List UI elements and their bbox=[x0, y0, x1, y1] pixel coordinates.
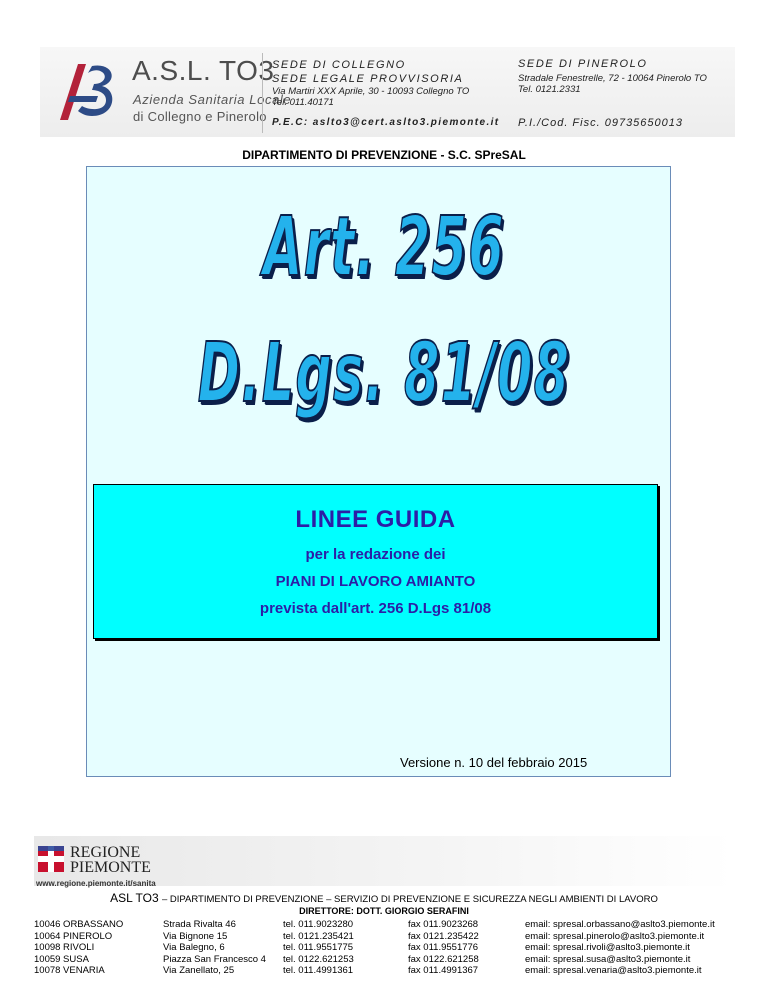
office-fax: fax 011.4991367 bbox=[408, 965, 479, 977]
office-city: 10078 VENARIA bbox=[34, 965, 105, 977]
director-line: DIRETTORE: DOTT. GIORGIO SERAFINI bbox=[299, 906, 469, 916]
offices-tel-column bbox=[283, 919, 354, 977]
regione-url[interactable]: www.regione.piemonte.it/sanita bbox=[36, 879, 156, 888]
office-street: Via Bignone 15 bbox=[163, 930, 228, 942]
office-email[interactable]: email: spresal.susa@aslto3.piemonte.it bbox=[525, 953, 691, 965]
office-city: 10059 SUSA bbox=[34, 953, 89, 965]
collegno-title: SEDE DI COLLEGNO SEDE LEGALE PROVVISORIA bbox=[272, 59, 464, 85]
office-city: 10098 RIVOLI bbox=[34, 942, 95, 954]
office-city: 10064 PINEROLO bbox=[34, 930, 113, 942]
office-fax: fax 0122.621258 bbox=[408, 953, 479, 965]
offices-fax-column bbox=[408, 919, 479, 977]
footer-service-line: ASL TO3 – DIPARTIMENTO DI PREVENZIONE – SERVIZIO DI PREVENZIONE E SICUREZZA NEGLI AMBIENTI DI LAVORO bbox=[110, 891, 658, 905]
guidelines-line-2: PIANI DI LAVORO AMIANTO bbox=[275, 573, 476, 590]
guidelines-line-3: prevista dall'art. 256 D.Lgs 81/08 bbox=[259, 600, 492, 617]
offices-city-column bbox=[34, 919, 123, 977]
office-email[interactable]: email: spresal.pinerolo@aslto3.piemonte.it bbox=[525, 930, 705, 942]
fiscal-code: P.I./Cod. Fisc. 09735650013 bbox=[518, 117, 684, 129]
version-note: Versione n. 10 del febbraio 2015 bbox=[400, 755, 588, 770]
office-tel: tel. 011.4991361 bbox=[283, 965, 354, 977]
logo-subtitle: Azienda Sanitaria Locale bbox=[133, 92, 292, 107]
department-heading: DIPARTIMENTO DI PREVENZIONE - S.C. SPreSAL bbox=[242, 148, 526, 162]
office-city: 10046 ORBASSANO bbox=[34, 919, 124, 930]
pec-address: P.E.C: aslto3@cert.aslto3.piemonte.it bbox=[272, 117, 500, 128]
office-street: Strada Rivalta 46 bbox=[163, 919, 236, 930]
asl-logo-icon bbox=[48, 56, 128, 126]
office-fax: fax 0121.235422 bbox=[408, 930, 479, 942]
office-email[interactable]: email: spresal.rivoli@aslto3.piemonte.it bbox=[525, 942, 690, 954]
office-email[interactable]: email: spresal.venaria@aslto3.piemonte.it bbox=[525, 965, 702, 977]
header-divider bbox=[262, 53, 263, 133]
guidelines-line-1: per la redazione dei bbox=[305, 546, 446, 563]
cover-title-decree: D.Lgs. 81/08 bbox=[197, 326, 571, 421]
office-tel: tel. 011.9551775 bbox=[283, 942, 354, 954]
regione-piemonte-crest-icon bbox=[38, 846, 64, 872]
office-tel: tel. 0122.621253 bbox=[283, 953, 354, 965]
regione-wordmark: REGIONE PIEMONTE bbox=[70, 844, 151, 876]
logo-subtitle-2: di Collegno e Pinerolo bbox=[133, 109, 267, 124]
collegno-address: Via Martiri XXX Aprile, 30 - 10093 Collegno TO Tel. 011.40171 bbox=[272, 86, 470, 108]
offices-street-column bbox=[163, 919, 266, 977]
pinerolo-address: Stradale Fenestrelle, 72 - 10064 Pinerolo TO Tel. 0121.2331 bbox=[518, 73, 707, 95]
office-street: Via Balegno, 6 bbox=[163, 942, 225, 954]
offices-email-column bbox=[525, 919, 715, 977]
pinerolo-title: SEDE DI PINEROLO bbox=[518, 58, 648, 70]
logo-title: A.S.L. TO3 bbox=[132, 55, 275, 86]
office-tel: tel. 0121.235421 bbox=[283, 930, 354, 942]
office-street: Via Zanellato, 25 bbox=[163, 965, 235, 977]
office-fax: fax 011.9023268 bbox=[408, 919, 479, 930]
cover-title-article: Art. 256 bbox=[263, 200, 505, 295]
office-tel: tel. 011.9023280 bbox=[283, 919, 354, 930]
office-street: Piazza San Francesco 4 bbox=[163, 953, 266, 965]
office-email[interactable]: email: spresal.orbassano@aslto3.piemonte.it bbox=[525, 919, 715, 930]
office-fax: fax 011.9551776 bbox=[408, 942, 479, 954]
guidelines-title: LINEE GUIDA bbox=[295, 506, 456, 533]
